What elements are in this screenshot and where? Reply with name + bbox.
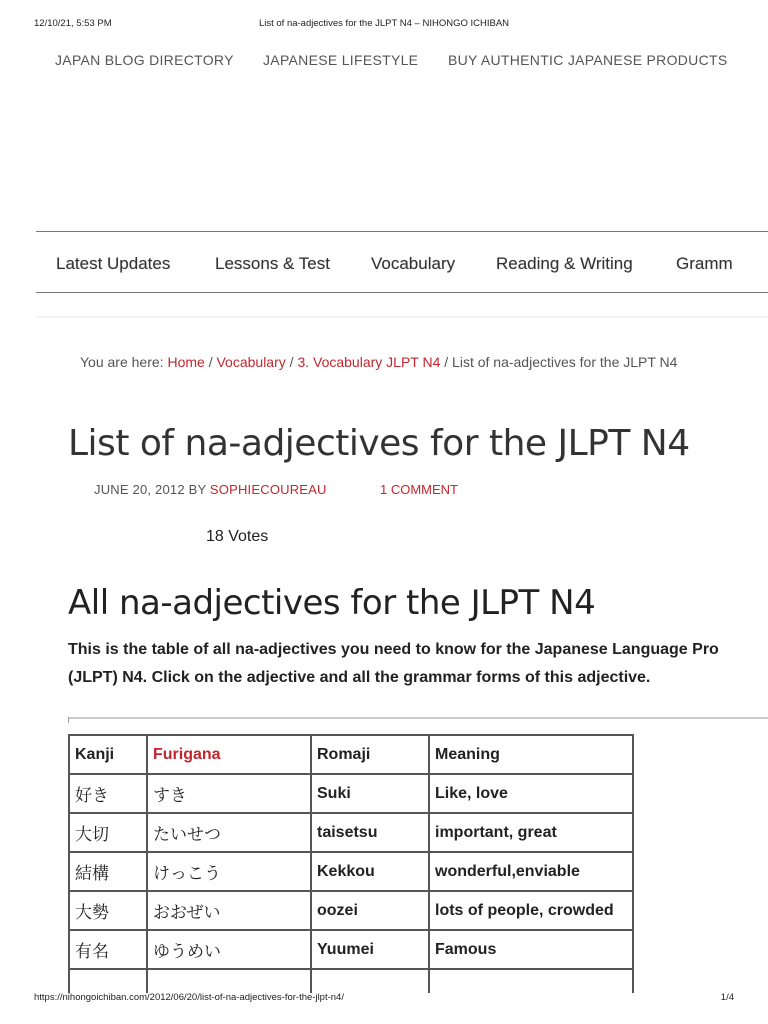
table-row[interactable] [69, 774, 633, 813]
table-row[interactable] [69, 813, 633, 852]
top-link-buy-products[interactable]: BUY AUTHENTIC JAPANESE PRODUCTS [448, 52, 728, 68]
top-link-japanese-lifestyle[interactable]: JAPANESE LIFESTYLE [263, 52, 419, 68]
na-adjectives-table [68, 734, 634, 993]
cell-kanji[interactable]: 好き [69, 774, 147, 813]
breadcrumb-separator: / [204, 354, 217, 370]
nav-item-grammar[interactable]: Gramm [676, 254, 733, 273]
cell-empty [429, 969, 633, 993]
breadcrumb-vocabulary-link[interactable]: Vocabulary [216, 354, 286, 370]
cell-kanji[interactable]: 大勢 [69, 891, 147, 930]
main-navigation [36, 231, 768, 293]
print-header [0, 18, 768, 32]
nav-item-lessons-test[interactable]: Lessons & Test [215, 254, 330, 273]
breadcrumb-jlpt-n4-link[interactable]: 3. Vocabulary JLPT N4 [297, 354, 441, 370]
cell-romaji: oozei [311, 891, 429, 930]
print-footer [0, 992, 768, 1006]
print-page-title: List of na-adjectives for the JLPT N4 – NIHONGO ICHIBAN [258, 18, 510, 29]
cell-romaji: Suki [311, 774, 429, 813]
breadcrumb-prefix: You are here: [80, 354, 168, 370]
cell-meaning: wonderful,enviable [429, 852, 633, 891]
top-link-blog-directory[interactable]: JAPAN BLOG DIRECTORY [55, 52, 234, 68]
nav-divider [36, 316, 768, 318]
nav-item-vocabulary[interactable]: Vocabulary [371, 254, 456, 273]
post-meta [94, 482, 327, 497]
cell-romaji: Kekkou [311, 852, 429, 891]
cell-kanji[interactable]: 有名 [69, 930, 147, 969]
table-row[interactable] [69, 930, 633, 969]
intro-paragraph [68, 636, 768, 692]
table-header-row [69, 735, 633, 774]
table-row[interactable] [69, 891, 633, 930]
header-furigana: Furigana [147, 735, 311, 774]
breadcrumb-home-link[interactable]: Home [167, 354, 205, 370]
print-url: https://nihongoichiban.com/2012/06/20/list-of-na-adjectives-for-the-jlpt-n4/ [34, 992, 344, 1003]
author-link[interactable]: SOPHIECOUREAU [209, 482, 327, 497]
header-kanji: Kanji [69, 735, 147, 774]
cell-empty [311, 969, 429, 993]
cell-kanji[interactable]: 結構 [69, 852, 147, 891]
intro-line: (JLPT) N4. Click on the adjective and all the grammar forms of this adjective. [68, 669, 651, 686]
cell-meaning: important, great [429, 813, 633, 852]
cell-romaji: taisetsu [311, 813, 429, 852]
header-meaning: Meaning [429, 735, 633, 774]
breadcrumb-separator: / [285, 354, 298, 370]
header-romaji: Romaji [311, 735, 429, 774]
table-row[interactable] [69, 852, 633, 891]
cell-empty [69, 969, 147, 993]
cell-romaji: Yuumei [311, 930, 429, 969]
print-page-number: 1/4 [720, 992, 734, 1003]
votes-count: 18 Votes [206, 528, 269, 545]
cell-meaning: lots of people, crowded [429, 891, 633, 930]
table-rule-tick [68, 717, 69, 723]
cell-meaning: Like, love [429, 774, 633, 813]
breadcrumb-separator: / [440, 354, 453, 370]
post-title: List of na-adjectives for the JLPT N4 [68, 423, 690, 464]
cell-kanji[interactable]: 大切 [69, 813, 147, 852]
section-title: All na-adjectives for the JLPT N4 [68, 583, 596, 623]
intro-line: This is the table of all na-adjectives you need to know for the Japanese Language Pro [68, 641, 719, 658]
print-datetime: 12/10/21, 5:53 PM [34, 18, 112, 29]
cell-furigana: おおぜい [147, 891, 311, 930]
comments-link[interactable]: 1 COMMENT [380, 482, 458, 497]
cell-furigana: けっこう [147, 852, 311, 891]
breadcrumb [80, 354, 677, 370]
nav-item-reading-writing[interactable]: Reading & Writing [496, 254, 633, 273]
table-row-partial [69, 969, 633, 993]
cell-meaning: Famous [429, 930, 633, 969]
post-date-by: JUNE 20, 2012 BY [94, 482, 210, 497]
nav-item-latest-updates[interactable]: Latest Updates [56, 254, 171, 273]
breadcrumb-current: List of na-adjectives for the JLPT N4 [452, 354, 678, 370]
cell-furigana: たいせつ [147, 813, 311, 852]
cell-furigana: すき [147, 774, 311, 813]
table-top-rule [68, 717, 768, 719]
cell-furigana: ゆうめい [147, 930, 311, 969]
cell-empty [147, 969, 311, 993]
